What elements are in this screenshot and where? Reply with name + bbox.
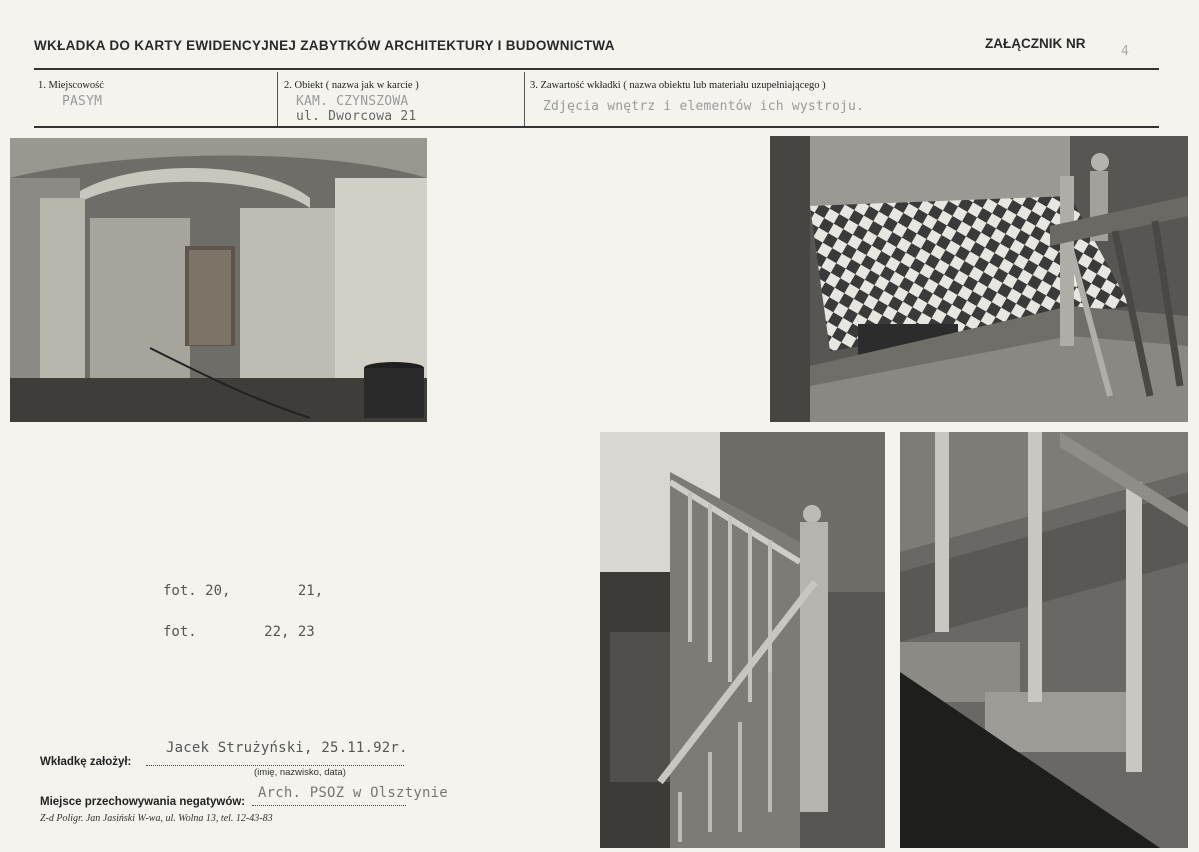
floor-photo-illustration: [770, 136, 1188, 422]
fields-rule: [34, 126, 1159, 128]
newel-photo-illustration: [600, 432, 885, 848]
created-by-hint: (imię, nazwisko, data): [254, 767, 346, 778]
photo-cellar: [10, 138, 427, 422]
field-1-value: PASYM: [62, 94, 103, 109]
field-3-label: 3. Zawartość wkładki ( nazwa obiektu lub materiału uzupełniającego ): [530, 80, 826, 91]
photo-floor-staircase: [770, 136, 1188, 422]
document-title: WKŁADKA DO KARTY EWIDENCYJNEJ ZABYTKÓW ARCHITEKTURY I BUDOWNICTWA: [34, 38, 615, 53]
photo-staircase-newel: [600, 432, 885, 848]
negatives-line: [252, 805, 406, 806]
negatives-value: Arch. PSOZ w Olsztynie: [258, 785, 448, 801]
field-1-label: 1. Miejscowość: [38, 80, 104, 91]
field-3-value: Zdjęcia wnętrz i elementów ich wystroju.: [543, 99, 865, 114]
attachment-label: ZAŁĄCZNIK NR: [985, 36, 1086, 51]
photo-staircase-balusters: [900, 432, 1188, 848]
photo-list-line-2: fot. 22, 23: [163, 624, 315, 640]
created-by-value: Jacek Strużyński, 25.11.92r.: [166, 740, 408, 756]
printer-imprint: Z-d Poligr. Jan Jasiński W-wa, ul. Wolna 13, tel. 12-43-83: [40, 813, 273, 824]
photo-list-line-1: fot. 20, 21,: [163, 583, 324, 599]
field-divider-1: [277, 72, 278, 128]
created-by-label: Wkładkę założył:: [40, 756, 132, 768]
negatives-label: Miejsce przechowywania negatywów:: [40, 796, 246, 808]
field-2-label: 2. Obiekt ( nazwa jak w karcie ): [284, 80, 419, 91]
balusters-photo-illustration: [900, 432, 1188, 848]
created-by-line: [146, 765, 404, 766]
field-2-value-line1: KAM. CZYNSZOWA: [296, 94, 409, 109]
header-rule: [34, 68, 1159, 70]
cellar-photo-illustration: [10, 138, 427, 422]
field-2-value-line2: ul. Dworcowa 21: [296, 109, 417, 124]
attachment-number: 4: [1121, 44, 1129, 59]
field-divider-2: [524, 72, 525, 128]
